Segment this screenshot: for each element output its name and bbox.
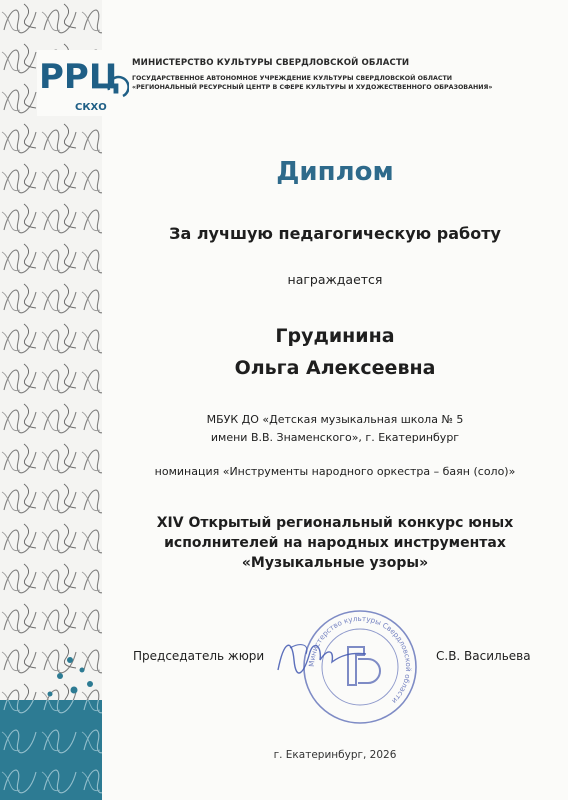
svg-text:Министерство культуры Свердлов: Министерство культуры Свердловской области: [306, 613, 414, 706]
nomination: номинация «Инструменты народного оркестра – баян (соло)»: [154, 465, 516, 478]
svg-text:РРЦ: РРЦ: [39, 57, 121, 97]
school-line-2: имени В.В. Знаменского», г. Екатеринбург: [210, 431, 460, 444]
svg-text:СКХО: СКХО: [75, 102, 107, 113]
institution-line-1: ГОСУДАРСТВЕННОЕ АВТОНОМНОЕ УЧРЕЖДЕНИЕ КУЛЬТУРЫ СВЕРДЛОВСКОЙ ОБЛАСТИ: [132, 75, 453, 82]
recipient-given-names: Ольга Алексеевна: [234, 357, 436, 379]
contest-line-3: «Музыкальные узоры»: [241, 555, 429, 571]
awarded-label: награждается: [287, 272, 383, 287]
recipient-surname: Грудинина: [275, 325, 395, 347]
award-text: За лучшую педагогическую работу: [169, 224, 501, 243]
chair-name: С.В. Васильева: [436, 649, 531, 663]
contest-line-2: исполнителей на народных инструментах: [164, 535, 506, 551]
contest-line-1: XIV Открытый региональный конкурс юных: [156, 515, 514, 531]
diploma-title: Диплом: [276, 157, 394, 187]
header-text: [132, 58, 552, 91]
city-year: г. Екатеринбург, 2026: [273, 749, 397, 761]
institution-line-2: «РЕГИОНАЛЬНЫЙ РЕСУРСНЫЙ ЦЕНТР В СФЕРЕ КУЛЬТУРЫ И ХУДОЖЕСТВЕННОГО ОБРАЗОВАНИЯ»: [132, 84, 493, 91]
rrc-logo: [37, 50, 129, 116]
decorative-side-ornament: [0, 0, 102, 800]
chair-label: Председатель жюри: [133, 649, 265, 663]
school-line-1: МБУК ДО «Детская музыкальная школа № 5: [206, 413, 464, 426]
ministry-name: МИНИСТЕРСТВО КУЛЬТУРЫ СВЕРДЛОВСКОЙ ОБЛАСТИ: [132, 58, 410, 68]
chair-signature: [270, 630, 380, 680]
